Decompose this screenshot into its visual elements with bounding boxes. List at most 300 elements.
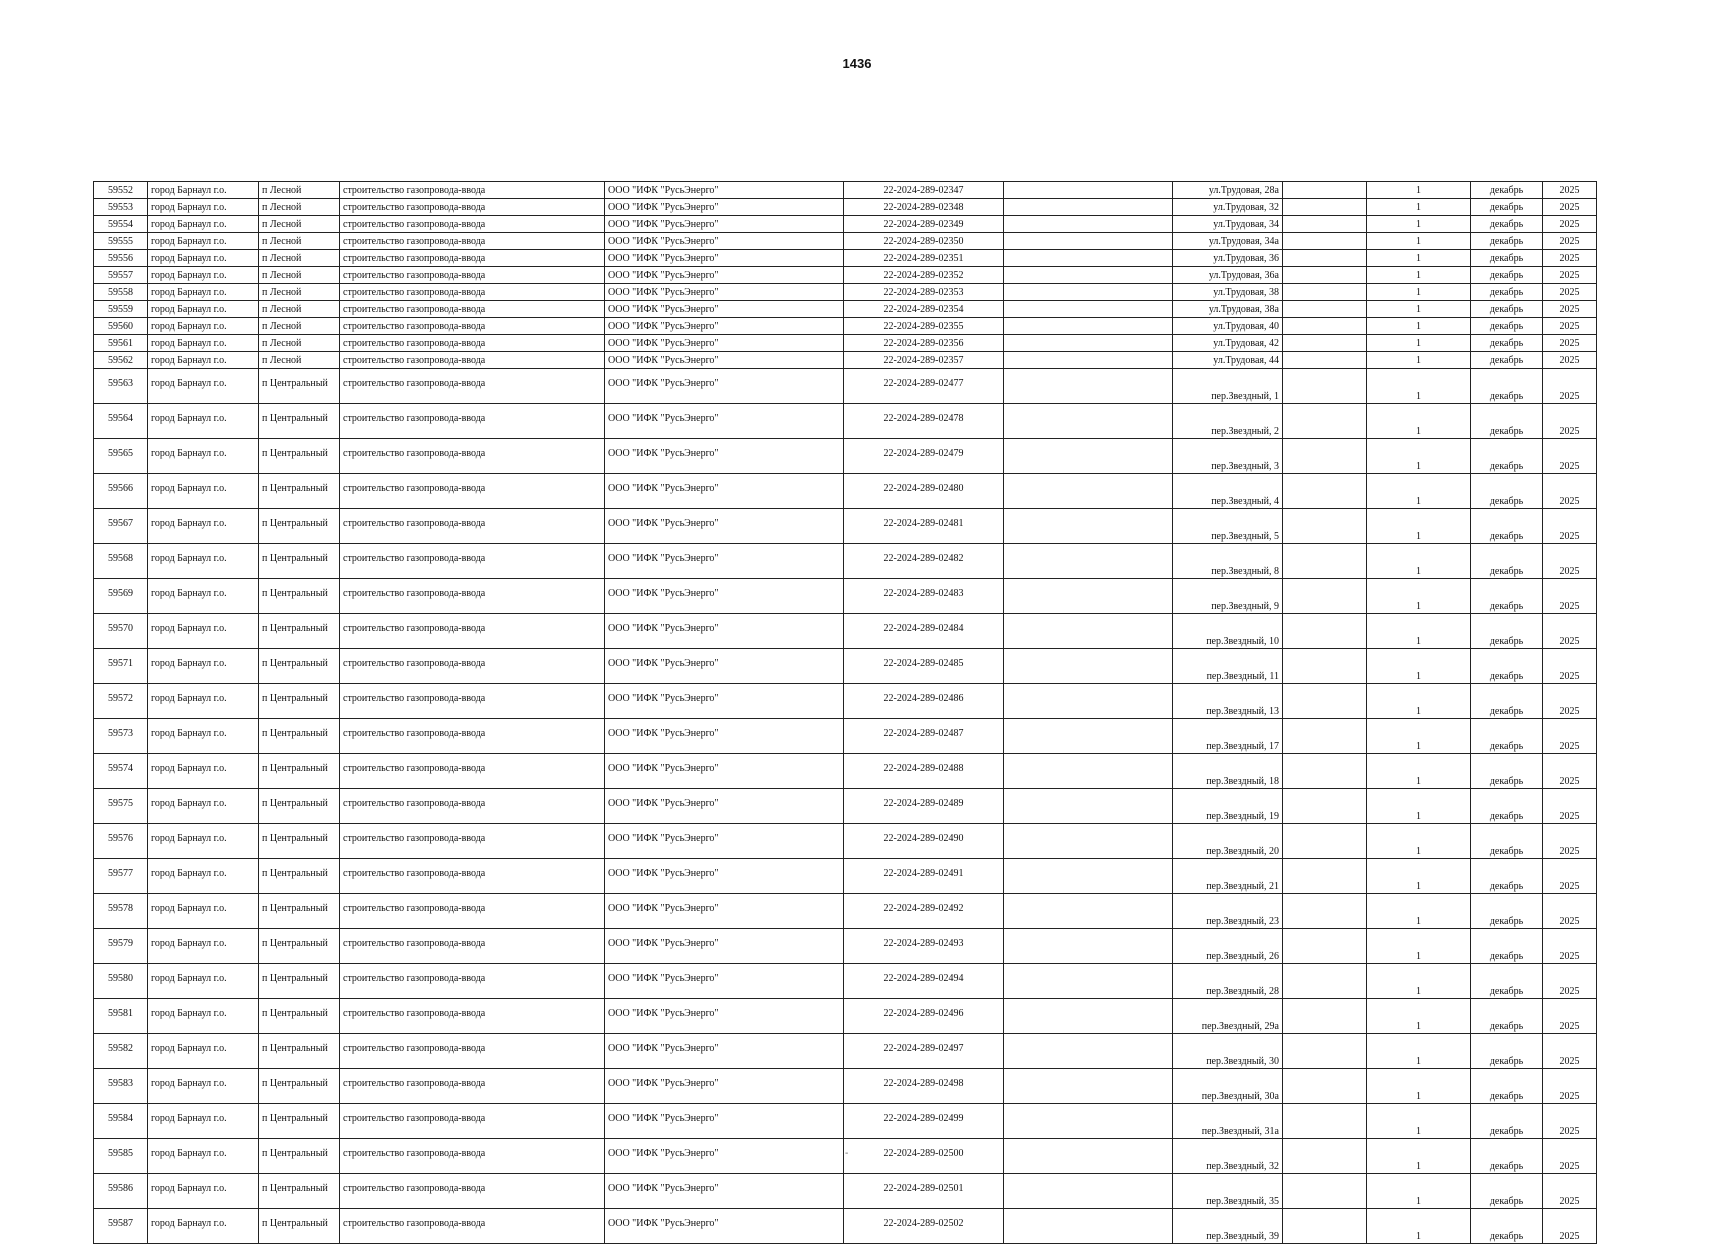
empty-cell xyxy=(1004,1034,1173,1069)
settlement-cell: п Лесной xyxy=(259,318,340,335)
address-cell: пер.Звездный, 29а xyxy=(1173,999,1283,1034)
settlement-cell: п Лесной xyxy=(259,284,340,301)
organization-cell: ООО "ИФК "РусьЭнерго" xyxy=(605,894,844,929)
empty-cell xyxy=(1283,369,1367,404)
table-row xyxy=(94,267,1597,284)
year-cell: 2025 xyxy=(1543,474,1597,509)
address-cell: пер.Звездный, 26 xyxy=(1173,929,1283,964)
address-cell: пер.Звездный, 10 xyxy=(1173,614,1283,649)
year-cell: 2025 xyxy=(1543,182,1597,199)
empty-cell xyxy=(1004,250,1173,267)
address-cell: пер.Звездный, 5 xyxy=(1173,509,1283,544)
table-row xyxy=(94,789,1597,824)
year-cell: 2025 xyxy=(1543,1034,1597,1069)
empty-cell xyxy=(1004,284,1173,301)
registry-code-cell: 22-2024-289-02485 xyxy=(844,649,1004,684)
empty-cell xyxy=(1004,216,1173,233)
month-cell: декабрь xyxy=(1471,474,1543,509)
table-row xyxy=(94,216,1597,233)
record-number: 59564 xyxy=(94,404,148,439)
work-type-cell: строительство газопровода-ввода xyxy=(340,1104,605,1139)
year-cell: 2025 xyxy=(1543,789,1597,824)
month-cell: декабрь xyxy=(1471,216,1543,233)
quantity-cell: 1 xyxy=(1367,789,1471,824)
organization-cell: ООО "ИФК "РусьЭнерго" xyxy=(605,789,844,824)
year-cell: 2025 xyxy=(1543,824,1597,859)
city-cell: город Барнаул г.о. xyxy=(148,1034,259,1069)
work-type-cell: строительство газопровода-ввода xyxy=(340,1174,605,1209)
table-row xyxy=(94,318,1597,335)
record-number: 59575 xyxy=(94,789,148,824)
registry-code-cell: 22-2024-289-02478 xyxy=(844,404,1004,439)
work-type-cell: строительство газопровода-ввода xyxy=(340,284,605,301)
empty-cell xyxy=(1004,509,1173,544)
organization-cell: ООО "ИФК "РусьЭнерго" xyxy=(605,335,844,352)
quantity-cell: 1 xyxy=(1367,352,1471,369)
record-number: 59560 xyxy=(94,318,148,335)
city-cell: город Барнаул г.о. xyxy=(148,964,259,999)
address-cell: пер.Звездный, 11 xyxy=(1173,649,1283,684)
empty-cell xyxy=(1283,250,1367,267)
address-cell: ул.Трудовая, 40 xyxy=(1173,318,1283,335)
empty-cell xyxy=(1004,301,1173,318)
table-row xyxy=(94,1174,1597,1209)
month-cell: декабрь xyxy=(1471,352,1543,369)
work-type-cell: строительство газопровода-ввода xyxy=(340,335,605,352)
quantity-cell: 1 xyxy=(1367,1104,1471,1139)
registry-code-cell: 22-2024-289-02348 xyxy=(844,199,1004,216)
settlement-cell: п Центральный xyxy=(259,439,340,474)
empty-cell xyxy=(1283,719,1367,754)
organization-cell: ООО "ИФК "РусьЭнерго" xyxy=(605,318,844,335)
organization-cell: ООО "ИФК "РусьЭнерго" xyxy=(605,1209,844,1244)
empty-cell xyxy=(1283,929,1367,964)
registry-code-cell: 22-2024-289-02500 xyxy=(844,1139,1004,1174)
work-type-cell: строительство газопровода-ввода xyxy=(340,1069,605,1104)
organization-cell: ООО "ИФК "РусьЭнерго" xyxy=(605,929,844,964)
quantity-cell: 1 xyxy=(1367,824,1471,859)
table-row xyxy=(94,894,1597,929)
quantity-cell: 1 xyxy=(1367,335,1471,352)
month-cell: декабрь xyxy=(1471,509,1543,544)
table-row xyxy=(94,250,1597,267)
work-type-cell: строительство газопровода-ввода xyxy=(340,824,605,859)
record-number: 59563 xyxy=(94,369,148,404)
address-cell: пер.Звездный, 30 xyxy=(1173,1034,1283,1069)
registry-code-cell: 22-2024-289-02349 xyxy=(844,216,1004,233)
month-cell: декабрь xyxy=(1471,250,1543,267)
record-number: 59579 xyxy=(94,929,148,964)
quantity-cell: 1 xyxy=(1367,318,1471,335)
empty-cell xyxy=(1283,754,1367,789)
table-row xyxy=(94,335,1597,352)
address-cell: пер.Звездный, 2 xyxy=(1173,404,1283,439)
month-cell: декабрь xyxy=(1471,1069,1543,1104)
month-cell: декабрь xyxy=(1471,964,1543,999)
organization-cell: ООО "ИФК "РусьЭнерго" xyxy=(605,509,844,544)
month-cell: декабрь xyxy=(1471,1174,1543,1209)
empty-cell xyxy=(1004,859,1173,894)
registry-code-cell: 22-2024-289-02350 xyxy=(844,233,1004,250)
settlement-cell: п Лесной xyxy=(259,352,340,369)
empty-cell xyxy=(1004,318,1173,335)
organization-cell: ООО "ИФК "РусьЭнерго" xyxy=(605,284,844,301)
empty-cell xyxy=(1283,474,1367,509)
settlement-cell: п Центральный xyxy=(259,754,340,789)
year-cell: 2025 xyxy=(1543,335,1597,352)
table-row xyxy=(94,509,1597,544)
year-cell: 2025 xyxy=(1543,1104,1597,1139)
quantity-cell: 1 xyxy=(1367,929,1471,964)
quantity-cell: 1 xyxy=(1367,1174,1471,1209)
record-number: 59567 xyxy=(94,509,148,544)
work-type-cell: строительство газопровода-ввода xyxy=(340,859,605,894)
empty-cell xyxy=(1004,1069,1173,1104)
table-row xyxy=(94,199,1597,216)
work-type-cell: строительство газопровода-ввода xyxy=(340,267,605,284)
record-number: 59581 xyxy=(94,999,148,1034)
registry-code-cell: 22-2024-289-02490 xyxy=(844,824,1004,859)
registry-code-cell: 22-2024-289-02355 xyxy=(844,318,1004,335)
registry-table xyxy=(93,181,1597,1244)
registry-code-cell: 22-2024-289-02479 xyxy=(844,439,1004,474)
empty-cell xyxy=(1004,579,1173,614)
empty-cell xyxy=(1283,859,1367,894)
empty-cell xyxy=(1004,233,1173,250)
record-number: 59586 xyxy=(94,1174,148,1209)
table-row xyxy=(94,544,1597,579)
table-row xyxy=(94,404,1597,439)
registry-code-cell: 22-2024-289-02491 xyxy=(844,859,1004,894)
city-cell: город Барнаул г.о. xyxy=(148,894,259,929)
empty-cell xyxy=(1004,929,1173,964)
empty-cell xyxy=(1283,352,1367,369)
address-cell: пер.Звездный, 18 xyxy=(1173,754,1283,789)
record-number: 59587 xyxy=(94,1209,148,1244)
registry-code-cell: 22-2024-289-02484 xyxy=(844,614,1004,649)
work-type-cell: строительство газопровода-ввода xyxy=(340,439,605,474)
empty-cell xyxy=(1283,267,1367,284)
month-cell: декабрь xyxy=(1471,267,1543,284)
empty-cell xyxy=(1283,404,1367,439)
city-cell: город Барнаул г.о. xyxy=(148,1174,259,1209)
quantity-cell: 1 xyxy=(1367,579,1471,614)
registry-code-cell: 22-2024-289-02480 xyxy=(844,474,1004,509)
organization-cell: ООО "ИФК "РусьЭнерго" xyxy=(605,999,844,1034)
record-number: 59568 xyxy=(94,544,148,579)
quantity-cell: 1 xyxy=(1367,1209,1471,1244)
empty-cell xyxy=(1283,1209,1367,1244)
table-row xyxy=(94,999,1597,1034)
quantity-cell: 1 xyxy=(1367,301,1471,318)
year-cell: 2025 xyxy=(1543,439,1597,474)
settlement-cell: п Центральный xyxy=(259,929,340,964)
settlement-cell: п Центральный xyxy=(259,544,340,579)
quantity-cell: 1 xyxy=(1367,754,1471,789)
record-number: 59576 xyxy=(94,824,148,859)
address-cell: пер.Звездный, 20 xyxy=(1173,824,1283,859)
work-type-cell: строительство газопровода-ввода xyxy=(340,509,605,544)
month-cell: декабрь xyxy=(1471,1139,1543,1174)
year-cell: 2025 xyxy=(1543,1209,1597,1244)
empty-cell xyxy=(1004,474,1173,509)
registry-code-cell: 22-2024-289-02492 xyxy=(844,894,1004,929)
year-cell: 2025 xyxy=(1543,216,1597,233)
organization-cell: ООО "ИФК "РусьЭнерго" xyxy=(605,579,844,614)
address-cell: ул.Трудовая, 36а xyxy=(1173,267,1283,284)
year-cell: 2025 xyxy=(1543,614,1597,649)
address-cell: пер.Звездный, 32 xyxy=(1173,1139,1283,1174)
registry-code-cell: 22-2024-289-02357 xyxy=(844,352,1004,369)
record-number: 59552 xyxy=(94,182,148,199)
empty-cell xyxy=(1004,404,1173,439)
registry-code-cell: 22-2024-289-02494 xyxy=(844,964,1004,999)
settlement-cell: п Центральный xyxy=(259,1104,340,1139)
table-row xyxy=(94,929,1597,964)
year-cell: 2025 xyxy=(1543,1069,1597,1104)
organization-cell: ООО "ИФК "РусьЭнерго" xyxy=(605,352,844,369)
month-cell: декабрь xyxy=(1471,182,1543,199)
work-type-cell: строительство газопровода-ввода xyxy=(340,474,605,509)
city-cell: город Барнаул г.о. xyxy=(148,649,259,684)
year-cell: 2025 xyxy=(1543,352,1597,369)
quantity-cell: 1 xyxy=(1367,614,1471,649)
address-cell: ул.Трудовая, 34 xyxy=(1173,216,1283,233)
empty-cell xyxy=(1283,509,1367,544)
empty-cell xyxy=(1004,894,1173,929)
empty-cell xyxy=(1283,579,1367,614)
year-cell: 2025 xyxy=(1543,684,1597,719)
city-cell: город Барнаул г.о. xyxy=(148,509,259,544)
empty-cell xyxy=(1004,1174,1173,1209)
organization-cell: ООО "ИФК "РусьЭнерго" xyxy=(605,544,844,579)
organization-cell: ООО "ИФК "РусьЭнерго" xyxy=(605,439,844,474)
work-type-cell: строительство газопровода-ввода xyxy=(340,199,605,216)
year-cell: 2025 xyxy=(1543,267,1597,284)
quantity-cell: 1 xyxy=(1367,544,1471,579)
settlement-cell: п Центральный xyxy=(259,1034,340,1069)
quantity-cell: 1 xyxy=(1367,199,1471,216)
month-cell: декабрь xyxy=(1471,199,1543,216)
year-cell: 2025 xyxy=(1543,754,1597,789)
settlement-cell: п Центральный xyxy=(259,1069,340,1104)
registry-code-cell: 22-2024-289-02488 xyxy=(844,754,1004,789)
empty-cell xyxy=(1004,684,1173,719)
organization-cell: ООО "ИФК "РусьЭнерго" xyxy=(605,1069,844,1104)
table-row xyxy=(94,474,1597,509)
empty-cell xyxy=(1283,614,1367,649)
quantity-cell: 1 xyxy=(1367,649,1471,684)
month-cell: декабрь xyxy=(1471,544,1543,579)
year-cell: 2025 xyxy=(1543,579,1597,614)
year-cell: 2025 xyxy=(1543,369,1597,404)
address-cell: пер.Звездный, 31а xyxy=(1173,1104,1283,1139)
record-number: 59585 xyxy=(94,1139,148,1174)
organization-cell: ООО "ИФК "РусьЭнерго" xyxy=(605,1139,844,1174)
empty-cell xyxy=(1283,216,1367,233)
empty-cell xyxy=(1004,964,1173,999)
record-number: 59577 xyxy=(94,859,148,894)
quantity-cell: 1 xyxy=(1367,284,1471,301)
empty-cell xyxy=(1283,999,1367,1034)
empty-cell xyxy=(1283,284,1367,301)
city-cell: город Барнаул г.о. xyxy=(148,216,259,233)
year-cell: 2025 xyxy=(1543,859,1597,894)
organization-cell: ООО "ИФК "РусьЭнерго" xyxy=(605,182,844,199)
record-number: 59556 xyxy=(94,250,148,267)
work-type-cell: строительство газопровода-ввода xyxy=(340,404,605,439)
quantity-cell: 1 xyxy=(1367,1034,1471,1069)
settlement-cell: п Центральный xyxy=(259,684,340,719)
address-cell: пер.Звездный, 21 xyxy=(1173,859,1283,894)
city-cell: город Барнаул г.о. xyxy=(148,199,259,216)
work-type-cell: строительство газопровода-ввода xyxy=(340,614,605,649)
record-number: 59553 xyxy=(94,199,148,216)
table-row xyxy=(94,579,1597,614)
address-cell: ул.Трудовая, 38а xyxy=(1173,301,1283,318)
city-cell: город Барнаул г.о. xyxy=(148,754,259,789)
year-cell: 2025 xyxy=(1543,509,1597,544)
quantity-cell: 1 xyxy=(1367,216,1471,233)
city-cell: город Барнаул г.о. xyxy=(148,824,259,859)
address-cell: пер.Звездный, 35 xyxy=(1173,1174,1283,1209)
month-cell: декабрь xyxy=(1471,1034,1543,1069)
year-cell: 2025 xyxy=(1543,719,1597,754)
month-cell: декабрь xyxy=(1471,929,1543,964)
registry-body xyxy=(94,182,1597,1244)
work-type-cell: строительство газопровода-ввода xyxy=(340,999,605,1034)
organization-cell: ООО "ИФК "РусьЭнерго" xyxy=(605,614,844,649)
work-type-cell: строительство газопровода-ввода xyxy=(340,684,605,719)
registry-code-cell: 22-2024-289-02477 xyxy=(844,369,1004,404)
address-cell: ул.Трудовая, 36 xyxy=(1173,250,1283,267)
work-type-cell: строительство газопровода-ввода xyxy=(340,719,605,754)
settlement-cell: п Центральный xyxy=(259,509,340,544)
address-cell: ул.Трудовая, 38 xyxy=(1173,284,1283,301)
settlement-cell: п Лесной xyxy=(259,233,340,250)
record-number: 59559 xyxy=(94,301,148,318)
year-cell: 2025 xyxy=(1543,404,1597,439)
record-number: 59561 xyxy=(94,335,148,352)
empty-cell xyxy=(1283,439,1367,474)
empty-cell xyxy=(1004,719,1173,754)
work-type-cell: строительство газопровода-ввода xyxy=(340,369,605,404)
table-row xyxy=(94,233,1597,250)
record-number: 59573 xyxy=(94,719,148,754)
registry-code-cell: 22-2024-289-02486 xyxy=(844,684,1004,719)
address-cell: пер.Звездный, 8 xyxy=(1173,544,1283,579)
record-number: 59555 xyxy=(94,233,148,250)
empty-cell xyxy=(1004,614,1173,649)
year-cell: 2025 xyxy=(1543,199,1597,216)
record-number: 59571 xyxy=(94,649,148,684)
month-cell: декабрь xyxy=(1471,439,1543,474)
organization-cell: ООО "ИФК "РусьЭнерго" xyxy=(605,250,844,267)
empty-cell xyxy=(1004,999,1173,1034)
registry-code-cell: 22-2024-289-02496 xyxy=(844,999,1004,1034)
record-number: 59562 xyxy=(94,352,148,369)
empty-cell xyxy=(1283,1034,1367,1069)
table-row xyxy=(94,859,1597,894)
registry-code-cell: 22-2024-289-02351 xyxy=(844,250,1004,267)
organization-cell: ООО "ИФК "РусьЭнерго" xyxy=(605,301,844,318)
quantity-cell: 1 xyxy=(1367,474,1471,509)
table-row xyxy=(94,614,1597,649)
address-cell: ул.Трудовая, 44 xyxy=(1173,352,1283,369)
settlement-cell: п Лесной xyxy=(259,250,340,267)
registry-code-cell: 22-2024-289-02493 xyxy=(844,929,1004,964)
table-row xyxy=(94,439,1597,474)
settlement-cell: п Лесной xyxy=(259,267,340,284)
table-row xyxy=(94,824,1597,859)
registry-code-cell: 22-2024-289-02483 xyxy=(844,579,1004,614)
address-cell: ул.Трудовая, 28а xyxy=(1173,182,1283,199)
city-cell: город Барнаул г.о. xyxy=(148,439,259,474)
record-number: 59569 xyxy=(94,579,148,614)
settlement-cell: п Лесной xyxy=(259,216,340,233)
empty-cell xyxy=(1004,439,1173,474)
empty-cell xyxy=(1283,1139,1367,1174)
year-cell: 2025 xyxy=(1543,649,1597,684)
empty-cell xyxy=(1283,335,1367,352)
month-cell: декабрь xyxy=(1471,301,1543,318)
quantity-cell: 1 xyxy=(1367,999,1471,1034)
address-cell: пер.Звездный, 19 xyxy=(1173,789,1283,824)
settlement-cell: п Центральный xyxy=(259,859,340,894)
empty-cell xyxy=(1004,267,1173,284)
settlement-cell: п Центральный xyxy=(259,999,340,1034)
registry-code-cell: 22-2024-289-02347 xyxy=(844,182,1004,199)
year-cell: 2025 xyxy=(1543,929,1597,964)
address-cell: пер.Звездный, 28 xyxy=(1173,964,1283,999)
month-cell: декабрь xyxy=(1471,614,1543,649)
city-cell: город Барнаул г.о. xyxy=(148,182,259,199)
record-number: 59554 xyxy=(94,216,148,233)
year-cell: 2025 xyxy=(1543,301,1597,318)
empty-cell xyxy=(1004,182,1173,199)
settlement-cell: п Лесной xyxy=(259,182,340,199)
scan-mark: - xyxy=(845,1148,849,1159)
organization-cell: ООО "ИФК "РусьЭнерго" xyxy=(605,649,844,684)
organization-cell: ООО "ИФК "РусьЭнерго" xyxy=(605,684,844,719)
empty-cell xyxy=(1283,199,1367,216)
table-row xyxy=(94,1104,1597,1139)
settlement-cell: п Центральный xyxy=(259,719,340,754)
quantity-cell: 1 xyxy=(1367,894,1471,929)
settlement-cell: п Центральный xyxy=(259,649,340,684)
table-row xyxy=(94,649,1597,684)
empty-cell xyxy=(1283,318,1367,335)
quantity-cell: 1 xyxy=(1367,859,1471,894)
city-cell: город Барнаул г.о. xyxy=(148,684,259,719)
empty-cell xyxy=(1004,789,1173,824)
table-row xyxy=(94,1069,1597,1104)
empty-cell xyxy=(1283,1104,1367,1139)
record-number: 59570 xyxy=(94,614,148,649)
settlement-cell: п Центральный xyxy=(259,474,340,509)
organization-cell: ООО "ИФК "РусьЭнерго" xyxy=(605,404,844,439)
city-cell: город Барнаул г.о. xyxy=(148,719,259,754)
empty-cell xyxy=(1004,824,1173,859)
record-number: 59572 xyxy=(94,684,148,719)
organization-cell: ООО "ИФК "РусьЭнерго" xyxy=(605,199,844,216)
quantity-cell: 1 xyxy=(1367,509,1471,544)
city-cell: город Барнаул г.о. xyxy=(148,999,259,1034)
work-type-cell: строительство газопровода-ввода xyxy=(340,964,605,999)
city-cell: город Барнаул г.о. xyxy=(148,233,259,250)
work-type-cell: строительство газопровода-ввода xyxy=(340,182,605,199)
address-cell: пер.Звездный, 17 xyxy=(1173,719,1283,754)
